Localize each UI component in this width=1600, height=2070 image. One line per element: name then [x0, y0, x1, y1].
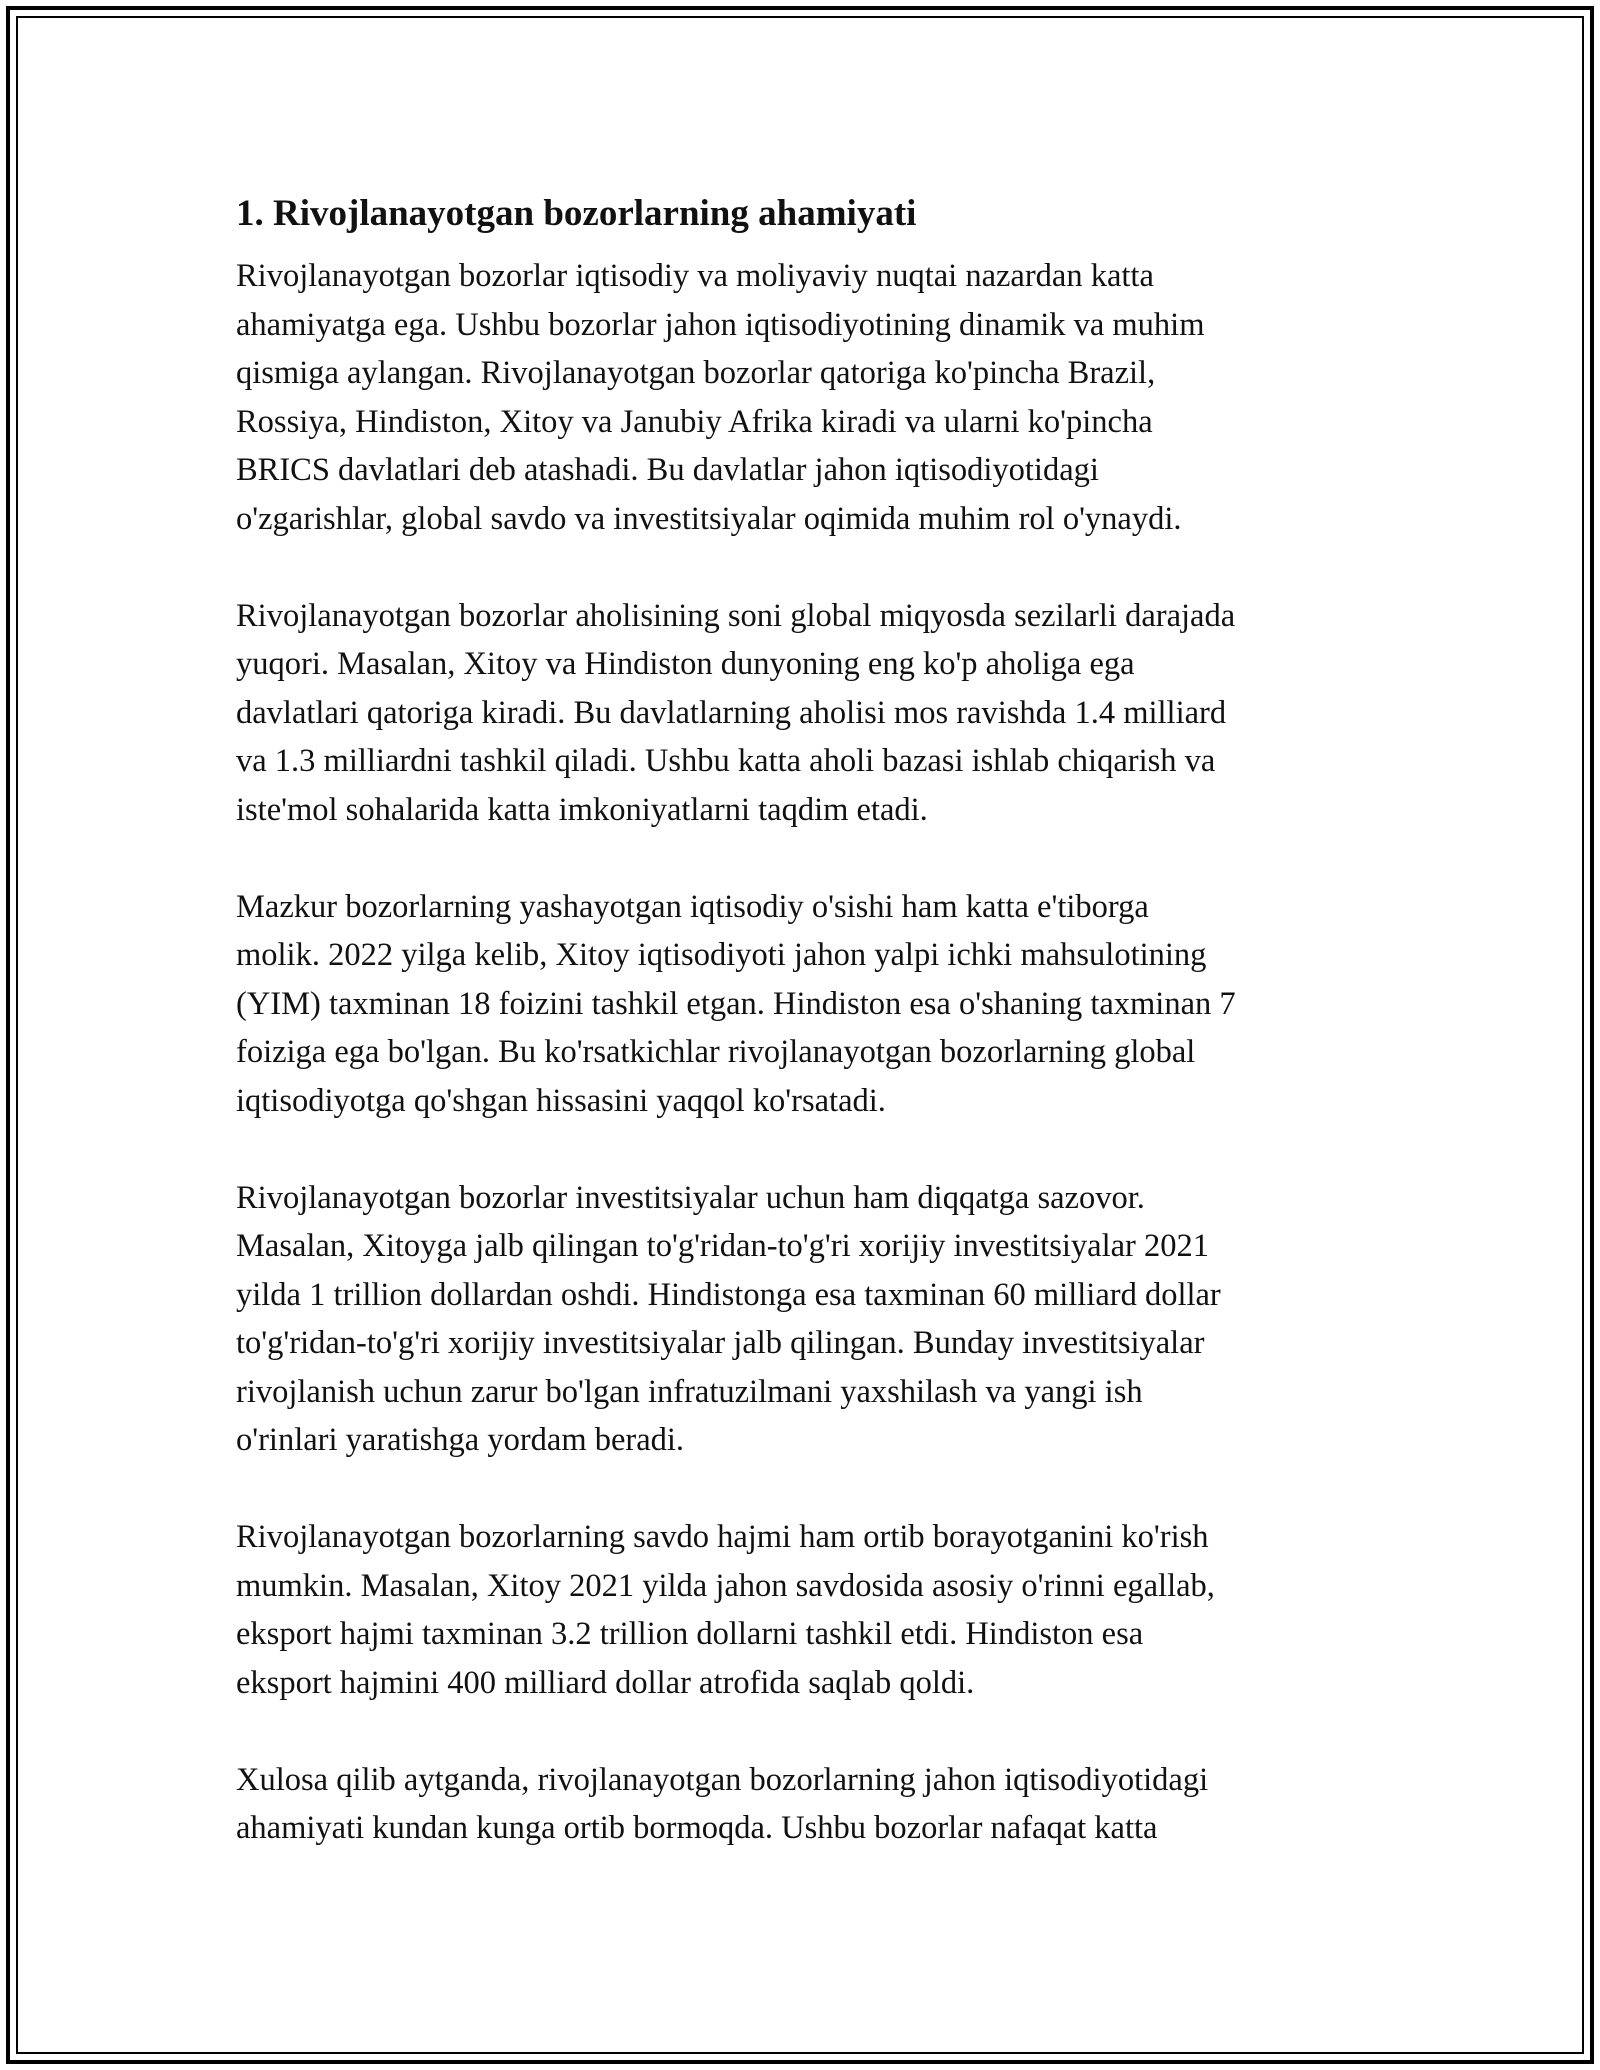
paragraph-2: Rivojlanayotgan bozorlar aholisining soni global miqyosda sezilarli darajada yuqori. Masalan, Xitoy va Hindiston dunyoning eng ko'p aholiga ega davlatlari qatoriga kiradi. Bu davlatlarning aholisi mos ravishda 1.4 milliard va 1.3 milliardni tashkil qiladi. Ushbu katta aholi bazasi ishlab chiqarish va iste'mol sohalarida katta imkoniyatlarni taqdim etadi. [236, 597, 1236, 828]
paragraph-3: Mazkur bozorlarning yashayotgan iqtisodiy o'sishi ham katta e'tiborga molik. 2022 yilga kelib, Xitoy iqtisodiyoti jahon yalpi ichki mahsulotining (YIM) taxminan 18 foizini tashkil etgan. Hindiston esa o'shaning taxminan 7 foiziga ega bo'lgan. Bu ko'rsatkichlar rivojlanayotgan bozorlarning global iqtisodiyotga qo'shgan hissasini yaqqol ko'rsatadi. [236, 888, 1236, 1119]
paragraph-5: Rivojlanayotgan bozorlarning savdo hajmi ham ortib borayotganini ko'rish mumkin. Masalan, Xitoy 2021 yilda jahon savdosida asosiy o'rinni egallab, eksport hajmi taxminan 3.2 trillion dollarni tashkil etdi. Hindiston esa eksport hajmini 400 milliard dollar atrofida saqlab qoldi. [236, 1519, 1215, 1701]
paragraph-4: Rivojlanayotgan bozorlar investitsiyalar uchun ham diqqatga sazovor. Masalan, Xitoyga jalb qilingan to'g'ridan-to'g'ri xorijiy investitsiyalar 2021 yilda 1 trillion dollardan oshdi. Hindistonga esa taxminan 60 milliard dollar to'g'ridan-to'g'ri xorijiy investitsiyalar jalb qilingan. Bunday investitsiyalar rivojlanish uchun zarur bo'lgan infratuzilmani yaxshilash va yangi ish o'rinlari yaratishga yordam beradi. [236, 1179, 1221, 1458]
paragraph-1: Rivojlanayotgan bozorlar iqtisodiy va moliyaviy nuqtai nazardan katta ahamiyatga ega. Ushbu bozorlar jahon iqtisodiyotining dinamik va muhim qismiga aylangan. Rivojlanayotgan bozorlar qatoriga ko'pincha Brazil, Rossiya, Hindiston, Xitoy va Janubiy Afrika kiradi va ularni ko'pincha BRICS davlatlari deb atashadi. Bu davlatlar jahon iqtisodiyotidagi o'zgarishlar, global savdo va investitsiyalar oqimida muhim rol o'ynaydi. [236, 258, 1205, 537]
section-heading: 1. Rivojlanayotgan bozorlarning ahamiyati [236, 193, 917, 234]
document-body [236, 186, 1386, 1853]
paragraph-6: Xulosa qilib aytganda, rivojlanayotgan bozorlarning jahon iqtisodiyotidagi ahamiyati kundan kunga ortib bormoqda. Ushbu bozorlar nafaqat katta [236, 1761, 1209, 1846]
